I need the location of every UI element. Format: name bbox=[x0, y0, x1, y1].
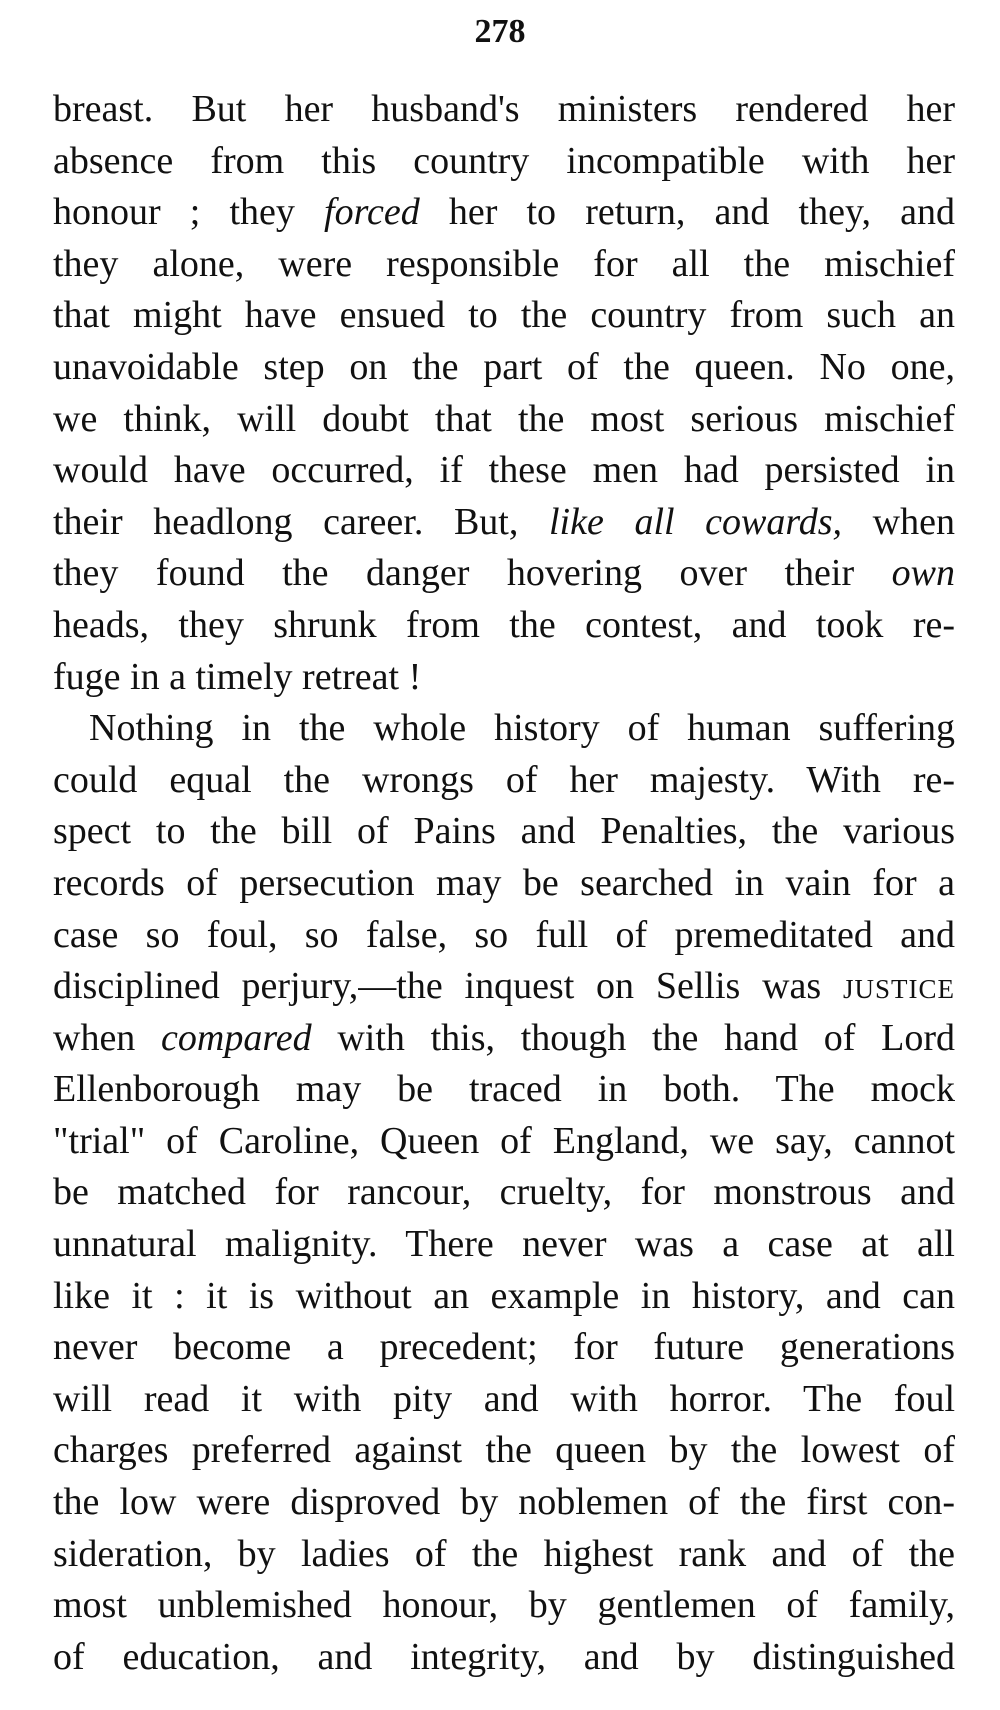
line-text: "trial" of Caroline, Queen of England, we say, cannot bbox=[53, 1119, 955, 1162]
line-text: charges preferred against the queen by the lowest of bbox=[53, 1429, 955, 1472]
line-text: fuge in a timely retreat ! bbox=[53, 655, 422, 698]
line-text: of education, and integrity, and by distinguished bbox=[53, 1635, 955, 1678]
text-line bbox=[53, 394, 955, 446]
line-text: most unblemished honour, by gentlemen of family, bbox=[53, 1584, 955, 1627]
line-text: never become a precedent; for future generations bbox=[53, 1326, 955, 1369]
text-line bbox=[53, 1167, 955, 1219]
page-number: 278 bbox=[474, 13, 526, 50]
text-line bbox=[53, 806, 955, 858]
text-line bbox=[53, 342, 955, 394]
text-line bbox=[53, 858, 955, 910]
line-text: be matched for rancour, cruelty, for monstrous and bbox=[53, 1171, 955, 1214]
line-text: the low were disproved by noblemen of the first con- bbox=[53, 1481, 955, 1524]
line-text: they alone, were responsible for all the mischief bbox=[53, 242, 955, 285]
text-line bbox=[53, 1013, 955, 1065]
small-caps-text: justice bbox=[842, 965, 955, 1008]
line-text: sideration, by ladies of the highest rank and of the bbox=[53, 1532, 955, 1575]
text-line bbox=[53, 1116, 955, 1168]
text-line bbox=[53, 1477, 955, 1529]
text-line bbox=[53, 548, 955, 600]
italic-text: like all cowards, bbox=[548, 500, 843, 543]
line-text: breast. But her husband's ministers rendered her bbox=[53, 88, 955, 130]
italic-text: forced bbox=[324, 191, 420, 234]
text-line bbox=[53, 1064, 955, 1116]
line-text: when bbox=[53, 1016, 162, 1059]
text-line bbox=[53, 1425, 955, 1477]
text-line bbox=[53, 600, 955, 652]
line-text: honour ; they bbox=[53, 191, 325, 234]
text-line bbox=[53, 1529, 955, 1581]
text-line bbox=[53, 497, 955, 549]
line-text: that might have ensued to the country from such an bbox=[53, 294, 955, 337]
line-text: her to return, and they, and bbox=[419, 191, 955, 234]
text-line bbox=[53, 1632, 955, 1684]
line-text: with this, though the hand of Lord bbox=[311, 1016, 955, 1059]
text-line bbox=[53, 290, 955, 342]
text-line bbox=[53, 1580, 955, 1632]
text-line bbox=[53, 445, 955, 497]
line-text: heads, they shrunk from the contest, and took re- bbox=[53, 603, 955, 646]
text-line bbox=[53, 703, 955, 755]
line-text: Ellenborough may be traced in both. The mock bbox=[53, 1068, 955, 1111]
text-line bbox=[53, 84, 955, 136]
line-text: when bbox=[842, 500, 955, 543]
line-text: disciplined perjury,—the inquest on Sellis was bbox=[53, 965, 843, 1008]
line-text: they found the danger hovering over their bbox=[53, 552, 892, 595]
text-line bbox=[53, 187, 955, 239]
text-line bbox=[53, 755, 955, 807]
line-text: Nothing in the whole history of human suffering bbox=[89, 707, 955, 750]
text-line bbox=[53, 1271, 955, 1323]
line-text: records of persecution may be searched in vain for a bbox=[53, 861, 955, 904]
text-line bbox=[53, 239, 955, 291]
text-line bbox=[53, 136, 955, 188]
line-text: their headlong career. But, bbox=[53, 500, 549, 543]
line-text: like it : it is without an example in history, and can bbox=[53, 1274, 955, 1317]
body-text bbox=[53, 84, 955, 1683]
text-line bbox=[53, 1322, 955, 1374]
text-line bbox=[53, 910, 955, 962]
line-text: case so foul, so false, so full of premeditated and bbox=[53, 913, 955, 956]
line-text: unnatural malignity. There never was a case at all bbox=[53, 1223, 955, 1266]
line-text: unavoidable step on the part of the queen. No one, bbox=[53, 345, 955, 388]
text-line bbox=[53, 652, 955, 704]
line-text: we think, will doubt that the most serious mischief bbox=[53, 397, 955, 440]
line-text: will read it with pity and with horror. The foul bbox=[53, 1377, 955, 1420]
italic-text: compared bbox=[161, 1016, 312, 1059]
italic-text: own bbox=[891, 552, 955, 595]
text-line bbox=[53, 1219, 955, 1271]
line-text: could equal the wrongs of her majesty. With re- bbox=[53, 758, 955, 801]
line-text: would have occurred, if these men had persisted in bbox=[53, 449, 955, 492]
text-line bbox=[53, 1374, 955, 1426]
line-text: absence from this country incompatible with her bbox=[53, 139, 955, 182]
text-line bbox=[53, 961, 955, 1013]
line-text: spect to the bill of Pains and Penalties, the various bbox=[53, 810, 955, 853]
